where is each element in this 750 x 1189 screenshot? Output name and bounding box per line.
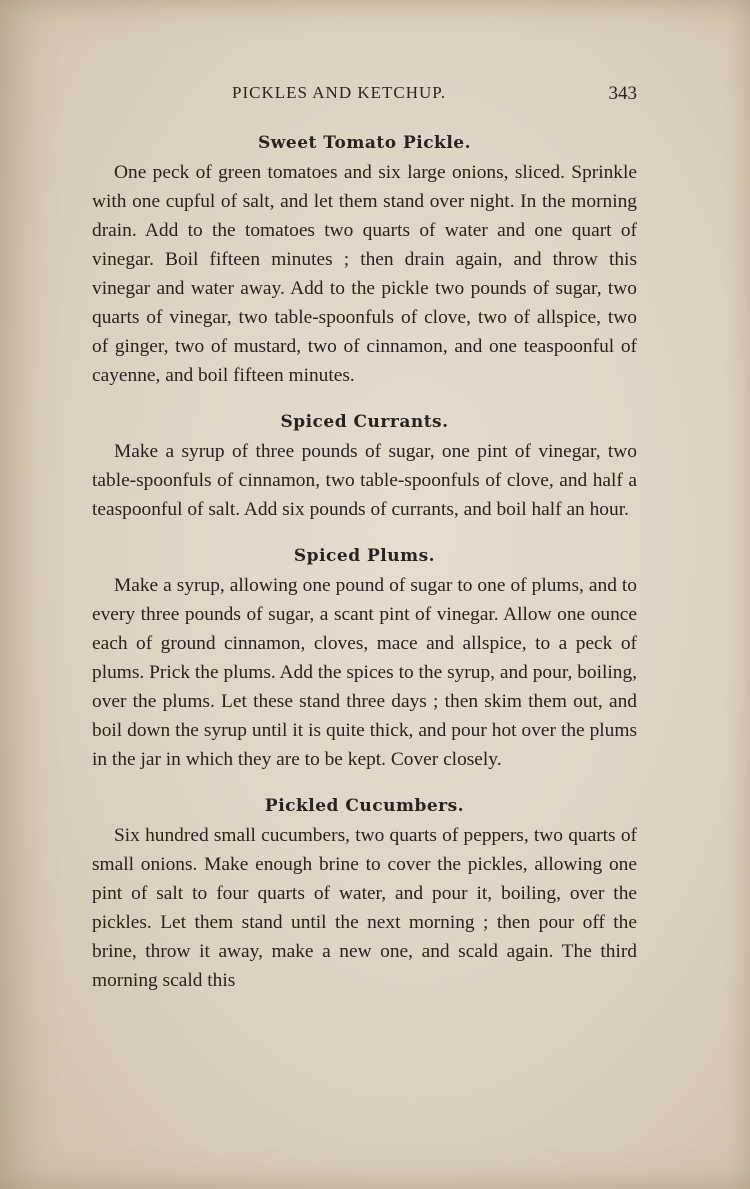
- page-content: [92, 128, 637, 995]
- recipe-spiced-plums: [92, 541, 637, 774]
- recipe-sweet-tomato-pickle: [92, 128, 637, 390]
- recipe-heading: Pickled Cucumbers.: [264, 796, 465, 816]
- running-title: PICKLES AND KETCHUP.: [232, 83, 447, 102]
- recipe-heading: Sweet Tomato Pickle.: [257, 133, 472, 153]
- recipe-body: Make a syrup of three pounds of sugar, one pint of vinegar, two table-spoonfuls of cinnamon, two table-spoonfuls of clove, and half a teaspoonful of salt. Add six pounds of currants, and boil half an hour.: [92, 441, 637, 520]
- page-number: 343: [608, 83, 637, 104]
- recipe-body: Make a syrup, allowing one pound of sugar to one of plums, and to every three pounds of sugar, a scant pint of vinegar. Allow one ounce each of ground cinnamon, cloves, mace and allspice, to a peck of plums. Prick the plums. Add the spices to the syrup, and pour, boiling, over the plums. Let these stand three days ; then skim them out, and boil down the syrup until it is quite thick, and pour hot over the plums in the jar in which they are to be kept. Cover closely.: [92, 575, 637, 770]
- recipe-body: One peck of green tomatoes and six large onions, sliced. Sprinkle with one cupful of salt, and let them stand over night. In the morning drain. Add to the tomatoes two quarts of water and one quart of vinegar. Boil fifteen minutes ; then drain again, and throw this vinegar and water away. Add to the pickle two pounds of sugar, two quarts of vinegar, two table-spoonfuls of clove, two of allspice, two of ginger, two of mustard, two of cinnamon, and one teaspoonful of cayenne, and boil fifteen minutes.: [92, 162, 637, 386]
- recipe-pickled-cucumbers: [92, 791, 637, 995]
- recipe-heading: Spiced Plums.: [293, 546, 436, 566]
- recipe-heading: Spiced Currants.: [280, 412, 449, 432]
- running-head: [92, 83, 637, 109]
- recipe-body: Six hundred small cucumbers, two quarts of peppers, two quarts of small onions. Make enough brine to cover the pickles, allowing one pint of salt to four quarts of water, and pour it, boiling, over the pickles. Let them stand until the next morning ; then pour off the brine, throw it away, make a new one, and scald again. The third morning scald this: [92, 825, 637, 991]
- recipe-spiced-currants: [92, 407, 637, 524]
